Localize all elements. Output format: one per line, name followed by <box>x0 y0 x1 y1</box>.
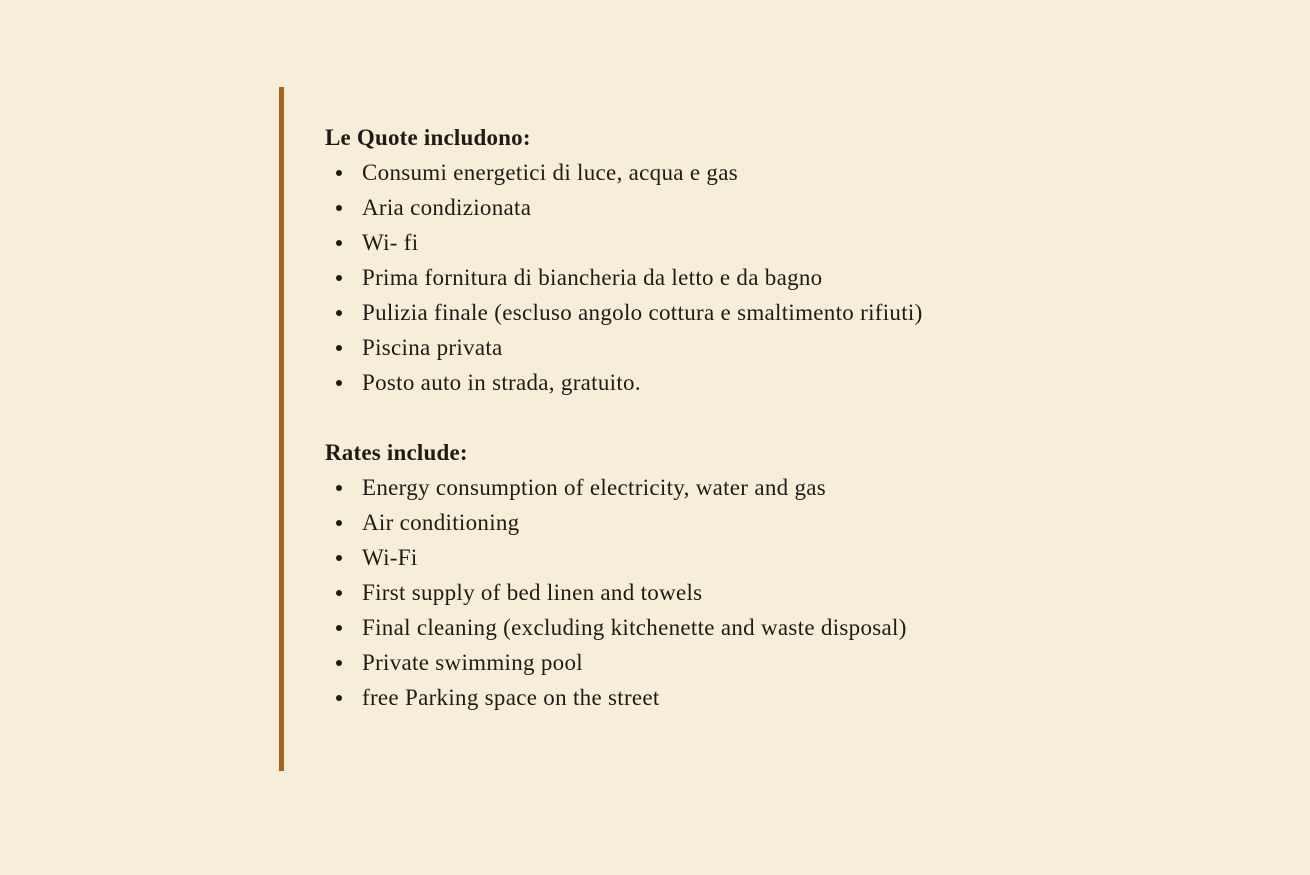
bullet-icon <box>336 625 342 631</box>
bullet-icon <box>336 695 342 701</box>
list-item-text: Wi- fi <box>362 230 419 255</box>
list-item-text: Posto auto in strada, gratuito. <box>362 370 641 395</box>
list-item-text: free Parking space on the street <box>362 685 660 710</box>
list-item <box>325 680 1225 715</box>
list-item <box>325 155 1225 190</box>
italian-list <box>325 155 1225 400</box>
list-item <box>325 190 1225 225</box>
english-list <box>325 470 1225 715</box>
list-item-text: Air conditioning <box>362 510 520 535</box>
list-item-text: Private swimming pool <box>362 650 583 675</box>
bullet-icon <box>336 660 342 666</box>
list-item <box>325 575 1225 610</box>
list-item-text: Consumi energetici di luce, acqua e gas <box>362 160 738 185</box>
rates-content <box>325 120 1225 715</box>
list-item-text: Aria condizionata <box>362 195 532 220</box>
list-item <box>325 505 1225 540</box>
list-item-text: Wi-Fi <box>362 545 418 570</box>
list-item-text: Pulizia finale (escluso angolo cottura e smaltimento rifiuti) <box>362 300 923 325</box>
list-item <box>325 330 1225 365</box>
english-title: Rates include: <box>325 440 468 465</box>
bullet-icon <box>336 555 342 561</box>
bullet-icon <box>336 275 342 281</box>
list-item <box>325 540 1225 575</box>
list-item <box>325 365 1225 400</box>
bullet-icon <box>336 485 342 491</box>
bullet-icon <box>336 310 342 316</box>
bullet-icon <box>336 590 342 596</box>
list-item <box>325 225 1225 260</box>
bullet-icon <box>336 520 342 526</box>
list-item <box>325 260 1225 295</box>
list-item <box>325 470 1225 505</box>
bullet-icon <box>336 345 342 351</box>
list-item-text: First supply of bed linen and towels <box>362 580 703 605</box>
bullet-icon <box>336 240 342 246</box>
english-section <box>325 435 1225 715</box>
list-item <box>325 295 1225 330</box>
list-item <box>325 610 1225 645</box>
list-item-text: Piscina privata <box>362 335 503 360</box>
bullet-icon <box>336 205 342 211</box>
italian-section <box>325 120 1225 400</box>
bullet-icon <box>336 380 342 386</box>
italian-title: Le Quote includono: <box>325 125 531 150</box>
list-item <box>325 645 1225 680</box>
list-item-text: Final cleaning (excluding kitchenette and waste disposal) <box>362 615 907 640</box>
list-item-text: Energy consumption of electricity, water and gas <box>362 475 827 500</box>
bullet-icon <box>336 170 342 176</box>
accent-bar <box>279 87 284 771</box>
list-item-text: Prima fornitura di biancheria da letto e da bagno <box>362 265 823 290</box>
